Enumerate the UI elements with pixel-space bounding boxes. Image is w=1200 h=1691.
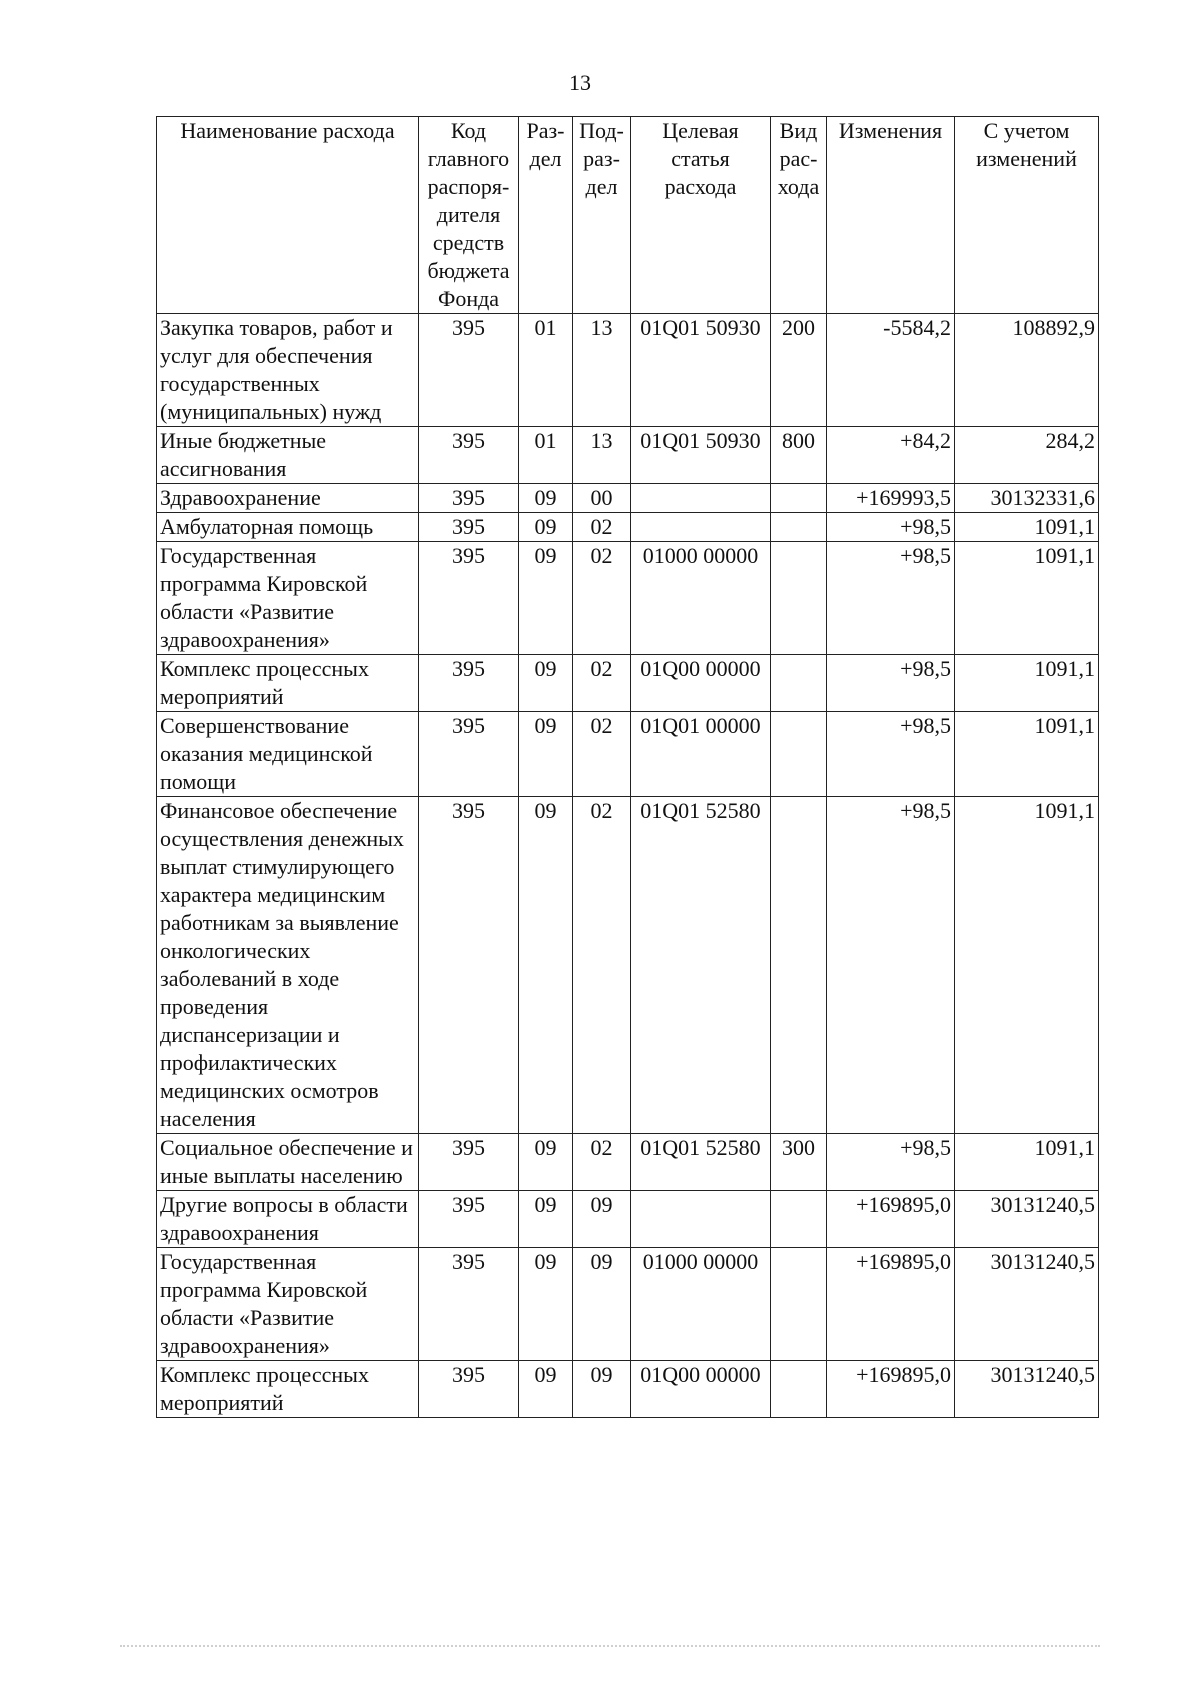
cell-name: Здравоохранение [157,484,419,513]
cell-type [771,655,827,712]
cell-total: 1091,1 [955,513,1099,542]
cell-code: 395 [419,427,519,484]
header-target: Целевая статья расхода [631,117,771,314]
cell-name: Закупка товаров, работ и услуг для обеспечения государственных (муниципальных) нужд [157,314,419,427]
cell-section: 09 [519,1191,573,1248]
cell-change: +169895,0 [827,1191,955,1248]
cell-target: 01000 00000 [631,1248,771,1361]
cell-code: 395 [419,314,519,427]
table-row [157,1191,1099,1248]
cell-code: 395 [419,712,519,797]
cell-subsection: 02 [573,542,631,655]
cell-code: 395 [419,513,519,542]
cell-section: 09 [519,1248,573,1361]
cell-subsection: 09 [573,1248,631,1361]
cell-subsection: 09 [573,1191,631,1248]
cell-code: 395 [419,484,519,513]
cell-name: Иные бюджетные ассигнования [157,427,419,484]
cell-target [631,484,771,513]
cell-code: 395 [419,1361,519,1418]
header-name: Наименование расхода [157,117,419,314]
cell-type: 300 [771,1134,827,1191]
table-row [157,1248,1099,1361]
cell-section: 09 [519,712,573,797]
cell-subsection: 00 [573,484,631,513]
cell-total: 1091,1 [955,655,1099,712]
cell-name: Социальное обеспечение и иные выплаты населению [157,1134,419,1191]
table-row [157,427,1099,484]
cell-change: +169895,0 [827,1361,955,1418]
cell-type [771,797,827,1134]
cell-type [771,1361,827,1418]
cell-subsection: 13 [573,427,631,484]
cell-type [771,542,827,655]
cell-target: 01Q00 00000 [631,655,771,712]
cell-total: 1091,1 [955,797,1099,1134]
cell-change: +169895,0 [827,1248,955,1361]
cell-code: 395 [419,1248,519,1361]
cell-change: -5584,2 [827,314,955,427]
cell-section: 09 [519,1361,573,1418]
cell-section: 01 [519,314,573,427]
page-number: 13 [569,70,591,95]
table-row [157,542,1099,655]
cell-target: 01Q01 50930 [631,314,771,427]
cell-section: 09 [519,484,573,513]
cell-target: 01Q01 50930 [631,427,771,484]
cell-target [631,513,771,542]
scan-edge-noise [120,1645,1100,1649]
table-row [157,797,1099,1134]
cell-code: 395 [419,1191,519,1248]
cell-subsection: 09 [573,1361,631,1418]
budget-table [156,116,1099,1418]
table-row [157,1134,1099,1191]
cell-total: 108892,9 [955,314,1099,427]
cell-change: +98,5 [827,1134,955,1191]
cell-name: Финансовое обеспечение осуществления денежных выплат стимулирующего характера медицинским работникам за выявление онкологических заболеваний в ходе проведения диспансеризации и профилактических медицинских осмотров населения [157,797,419,1134]
table-row [157,712,1099,797]
cell-name: Государственная программа Кировской области «Развитие здравоохранения» [157,542,419,655]
cell-section: 09 [519,655,573,712]
cell-total: 284,2 [955,427,1099,484]
cell-change: +98,5 [827,712,955,797]
cell-subsection: 02 [573,513,631,542]
cell-target: 01Q00 00000 [631,1361,771,1418]
cell-type [771,712,827,797]
cell-section: 09 [519,797,573,1134]
cell-name: Комплекс процессных мероприятий [157,655,419,712]
cell-code: 395 [419,797,519,1134]
table-row [157,314,1099,427]
cell-subsection: 02 [573,712,631,797]
header-section: Раз-дел [519,117,573,314]
header-subsection: Под-раз-дел [573,117,631,314]
cell-change: +169993,5 [827,484,955,513]
cell-target: 01Q01 00000 [631,712,771,797]
cell-name: Другие вопросы в области здравоохранения [157,1191,419,1248]
cell-type [771,1248,827,1361]
cell-type: 200 [771,314,827,427]
cell-type [771,1191,827,1248]
cell-target: 01Q01 52580 [631,797,771,1134]
cell-subsection: 13 [573,314,631,427]
cell-section: 01 [519,427,573,484]
cell-total: 30132331,6 [955,484,1099,513]
cell-code: 395 [419,542,519,655]
cell-change: +98,5 [827,513,955,542]
cell-subsection: 02 [573,797,631,1134]
table-row [157,1361,1099,1418]
cell-type: 800 [771,427,827,484]
header-total: С учетом изменений [955,117,1099,314]
cell-type [771,513,827,542]
cell-name: Государственная программа Кировской области «Развитие здравоохранения» [157,1248,419,1361]
cell-code: 395 [419,1134,519,1191]
header-code: Код главного распоря-дителя средств бюджета Фонда [419,117,519,314]
cell-change: +98,5 [827,797,955,1134]
cell-target [631,1191,771,1248]
cell-total: 30131240,5 [955,1248,1099,1361]
cell-code: 395 [419,655,519,712]
table-row [157,655,1099,712]
cell-change: +98,5 [827,542,955,655]
cell-section: 09 [519,1134,573,1191]
cell-target: 01Q01 52580 [631,1134,771,1191]
cell-type [771,484,827,513]
cell-total: 1091,1 [955,712,1099,797]
table-row [157,484,1099,513]
header-change: Изменения [827,117,955,314]
table-row [157,513,1099,542]
cell-total: 30131240,5 [955,1361,1099,1418]
cell-name: Комплекс процессных мероприятий [157,1361,419,1418]
cell-section: 09 [519,513,573,542]
cell-name: Амбулаторная помощь [157,513,419,542]
table-header-row [157,117,1099,314]
cell-subsection: 02 [573,655,631,712]
cell-section: 09 [519,542,573,655]
cell-name: Совершенствование оказания медицинской помощи [157,712,419,797]
header-type: Вид рас-хода [771,117,827,314]
cell-subsection: 02 [573,1134,631,1191]
cell-total: 1091,1 [955,1134,1099,1191]
cell-total: 1091,1 [955,542,1099,655]
cell-target: 01000 00000 [631,542,771,655]
cell-total: 30131240,5 [955,1191,1099,1248]
cell-change: +84,2 [827,427,955,484]
cell-change: +98,5 [827,655,955,712]
